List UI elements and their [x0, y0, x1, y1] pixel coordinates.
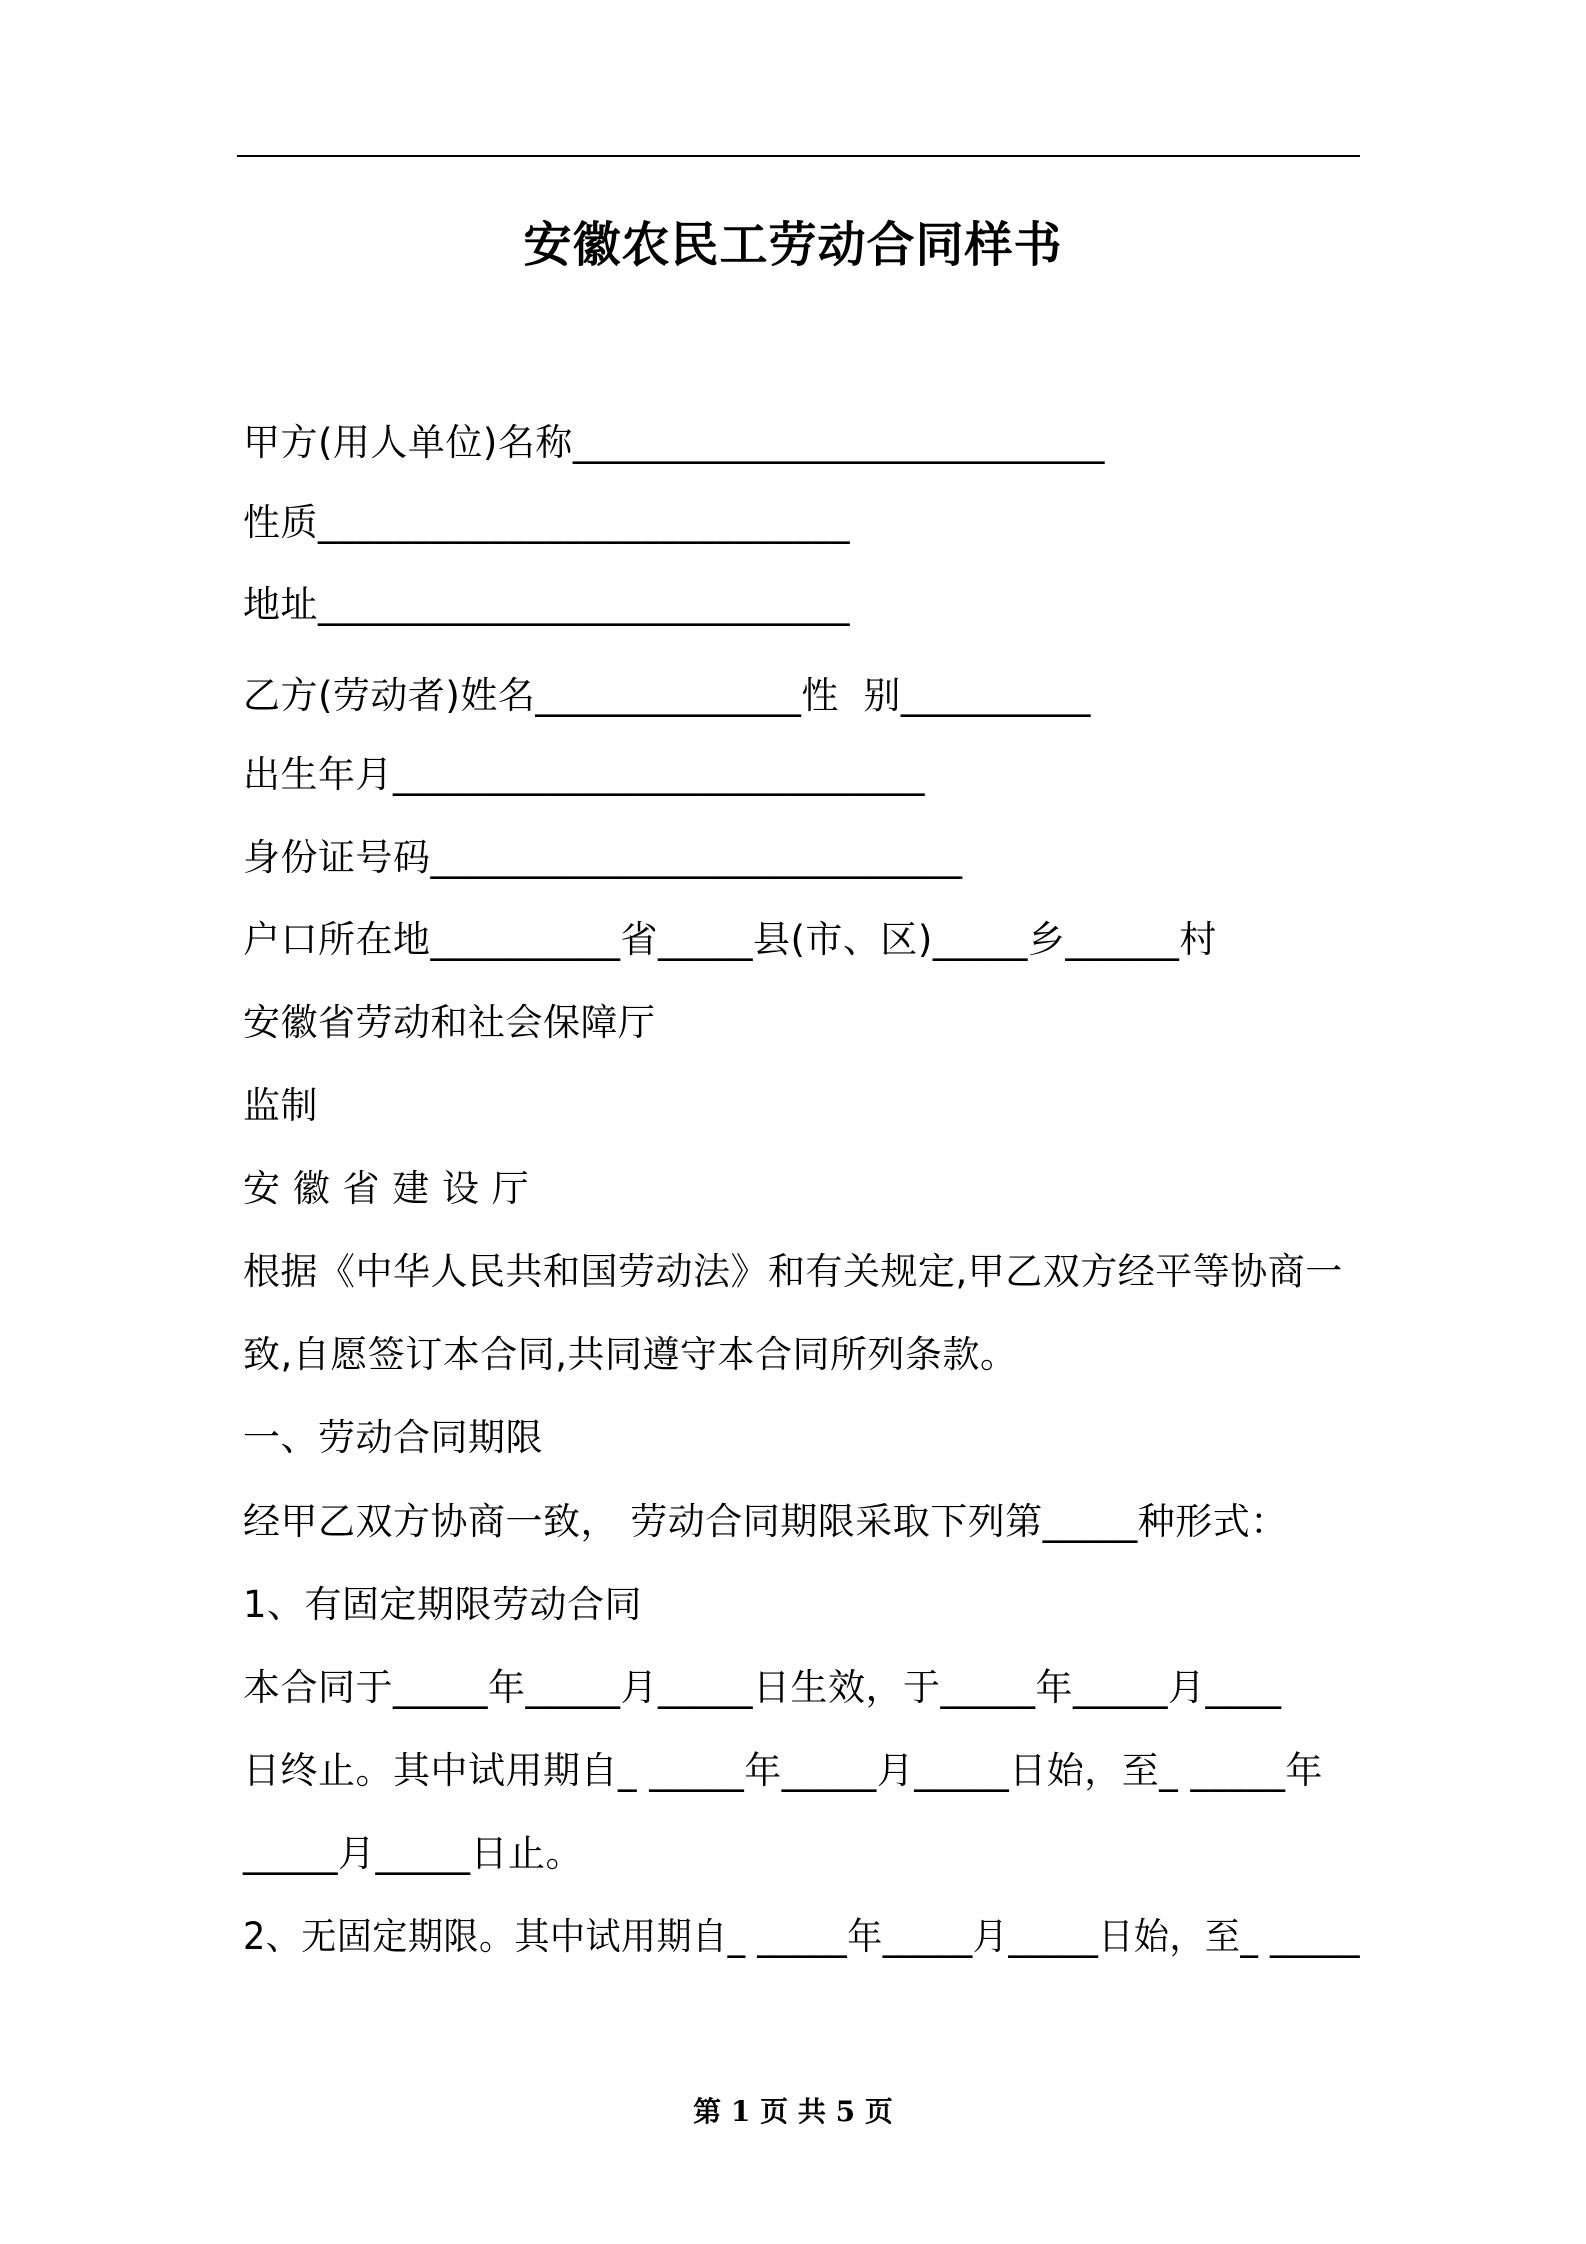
birth-date-line: 出生年月____________________________ — [243, 753, 925, 796]
header-rule — [237, 155, 1360, 157]
issuer-labor-dept: 安徽省劳动和社会保障厅 — [243, 1001, 656, 1044]
party-a-address-line: 地址____________________________ — [243, 583, 850, 626]
party-a-name-line: 甲方(用人单位)名称____________________________ — [243, 421, 1105, 464]
household-registration-line: 户口所在地__________省_____县(市、区)_____乡______村 — [243, 918, 1217, 961]
preamble-paragraph-line-2: 致,自愿签订本合同,共同遵守本合同所列条款。 — [243, 1333, 1018, 1376]
party-a-nature-line: 性质____________________________ — [243, 501, 850, 544]
open-ended-term-line: 2、无固定期限。其中试用期自_ _____年_____月_____日始，至_ _____ — [243, 1915, 1361, 1958]
id-number-line: 身份证号码____________________________ — [243, 836, 963, 879]
party-b-name-gender-line: 乙方(劳动者)姓名______________性 别__________ — [243, 674, 1091, 717]
document-title: 安徽农民工劳动合同样书 — [523, 217, 1063, 273]
preamble-paragraph-line-1: 根据《中华人民共和国劳动法》和有关规定,甲乙双方经平等协商一 — [243, 1250, 1343, 1293]
supervision-label: 监制 — [243, 1084, 318, 1127]
page-number-footer: 第 1 页 共 5 页 — [693, 2095, 893, 2128]
fixed-term-dates-line-3: _____月_____日止。 — [243, 1832, 583, 1875]
section-heading-contract-term: 一、劳动合同期限 — [243, 1416, 543, 1459]
fixed-term-dates-line-1: 本合同于_____年_____月_____日生效，于_____年_____月____ — [243, 1666, 1282, 1709]
fixed-term-dates-line-2: 日终止。其中试用期自_ _____年_____月_____日始，至_ _____年 — [243, 1749, 1324, 1792]
contract-term-form-line: 经甲乙双方协商一致， 劳动合同期限采取下列第_____种形式： — [243, 1500, 1288, 1543]
fixed-term-heading: 1、有固定期限劳动合同 — [243, 1583, 643, 1626]
issuer-construction-dept: 安 徽 省 建 设 厅 — [243, 1167, 530, 1210]
